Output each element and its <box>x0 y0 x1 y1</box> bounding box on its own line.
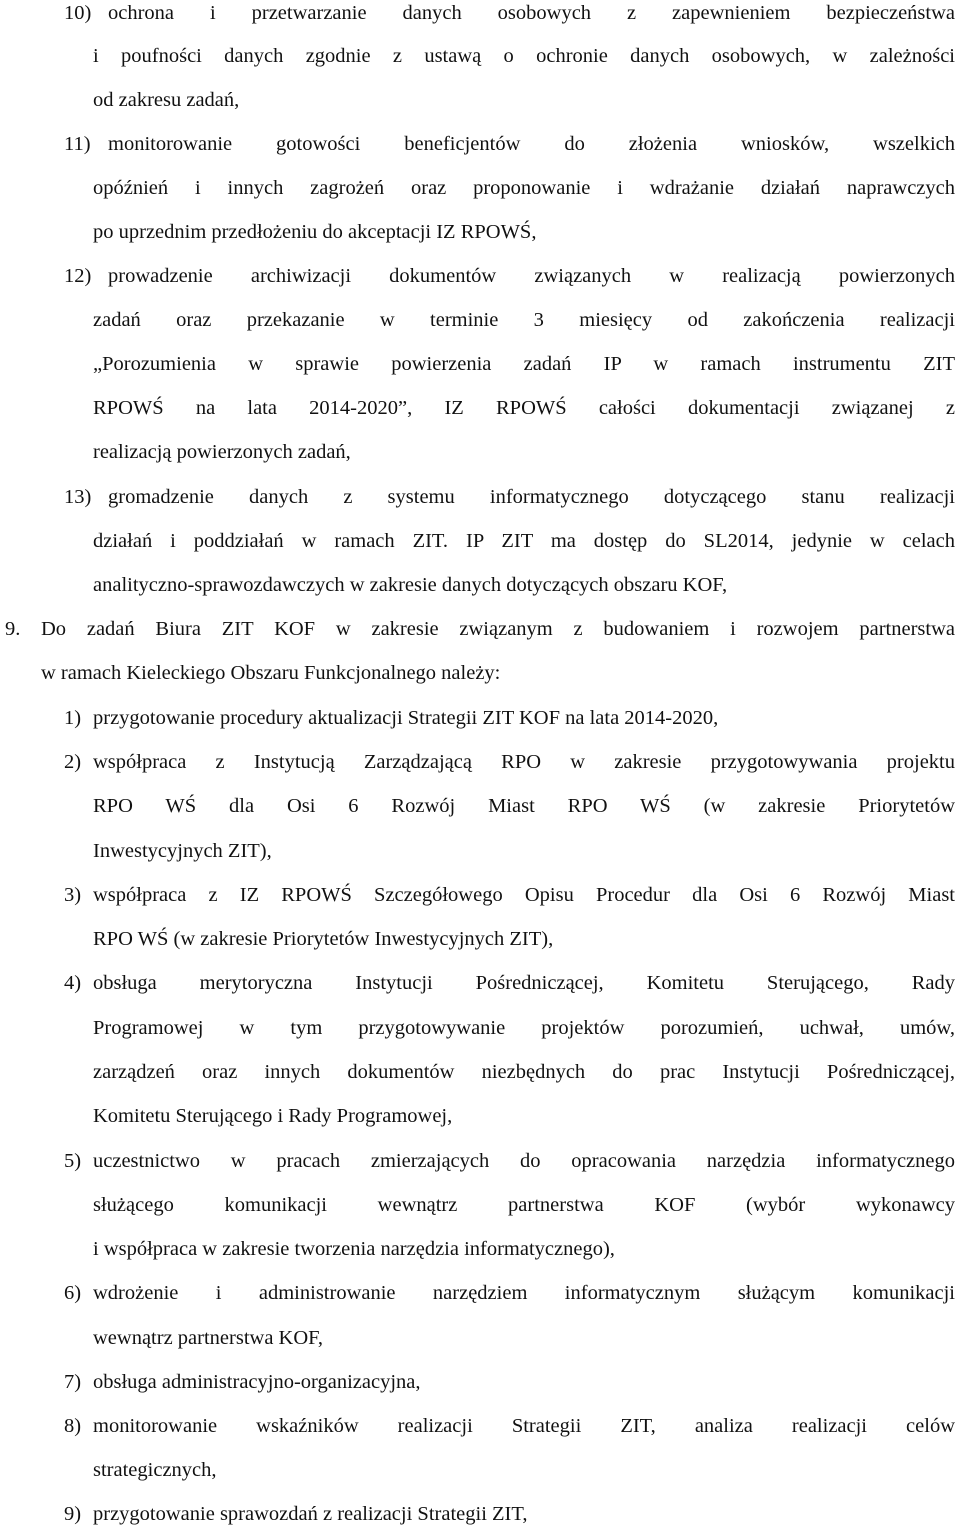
text-line: zadań oraz przekazanie w terminie 3 miesięcy od zakończenia realizacji <box>93 309 955 331</box>
text-line: Do zadań Biura ZIT KOF w zakresie związanym z budowaniem i rozwojem partnerstwa <box>41 618 955 640</box>
text-line: strategicznych, <box>93 1459 217 1481</box>
text-line: współpraca z Instytucją Zarządzającą RPO w zakresie przygotowywania projektu <box>93 751 955 773</box>
text-line: monitorowanie wskaźników realizacji Strategii ZIT, analiza realizacji celów <box>93 1415 955 1437</box>
item-number: 9) <box>64 1503 82 1525</box>
text-line: przygotowanie procedury aktualizacji Strategii ZIT KOF na lata 2014-2020, <box>93 707 719 729</box>
text-line: służącego komunikacji wewnątrz partnerstwa KOF (wybór wykonawcy <box>93 1194 955 1216</box>
text-line: wewnątrz partnerstwa KOF, <box>93 1327 324 1349</box>
text-line: obsługa administracyjno-organizacyjna, <box>93 1371 421 1393</box>
item-number: 13) <box>64 486 92 508</box>
item-number: 1) <box>64 707 82 729</box>
text-line: RPO WŚ (w zakresie Priorytetów Inwestycyjnych ZIT), <box>93 928 554 950</box>
text-line: wdrożenie i administrowanie narzędziem informatycznym służącym komunikacji <box>93 1282 955 1304</box>
item-number: 12) <box>64 265 92 287</box>
item-number: 6) <box>64 1282 82 1304</box>
text-line: zarządzeń oraz innych dokumentów niezbędnych do prac Instytucji Pośredniczącej, <box>93 1061 955 1083</box>
text-line: od zakresu zadań, <box>93 89 240 111</box>
section-number: 9. <box>5 618 21 640</box>
text-line: i współpraca w zakresie tworzenia narzędzia informatycznego), <box>93 1238 615 1260</box>
text-line: gromadzenie danych z systemu informatycznego dotyczącego stanu realizacji <box>108 486 955 508</box>
item-number: 3) <box>64 884 82 906</box>
text-line: po uprzednim przedłożeniu do akceptacji IZ RPOWŚ, <box>93 221 537 243</box>
text-line: Inwestycyjnych ZIT), <box>93 840 272 862</box>
text-line: działań i poddziałań w ramach ZIT. IP ZIT ma dostęp do SL2014, jedynie w celach <box>93 530 955 552</box>
text-line: opóźnień i innych zagrożeń oraz proponowanie i wdrażanie działań naprawczych <box>93 177 955 199</box>
text-line: Komitetu Sterującego i Rady Programowej, <box>93 1105 453 1127</box>
text-line: i poufności danych zgodnie z ustawą o ochronie danych osobowych, w zależności <box>93 45 955 67</box>
text-line: analityczno-sprawozdawczych w zakresie danych dotyczących obszaru KOF, <box>93 574 728 596</box>
item-number: 10) <box>64 2 92 24</box>
item-number: 5) <box>64 1150 82 1172</box>
text-line: ochrona i przetwarzanie danych osobowych z zapewnieniem bezpieczeństwa <box>108 2 955 24</box>
text-line: realizacją powierzonych zadań, <box>93 441 351 463</box>
item-number: 4) <box>64 972 82 994</box>
item-number: 7) <box>64 1371 82 1393</box>
text-line: prowadzenie archiwizacji dokumentów związanych w realizacją powierzonych <box>108 265 955 287</box>
text-line: monitorowanie gotowości beneficjentów do złożenia wniosków, wszelkich <box>108 133 955 155</box>
item-number: 8) <box>64 1415 82 1437</box>
item-number: 2) <box>64 751 82 773</box>
text-line: współpraca z IZ RPOWŚ Szczegółowego Opisu Procedur dla Osi 6 Rozwój Miast <box>93 884 955 906</box>
text-line: przygotowanie sprawozdań z realizacji Strategii ZIT, <box>93 1503 528 1525</box>
text-line: obsługa merytoryczna Instytucji Pośredniczącej, Komitetu Sterującego, Rady <box>93 972 955 994</box>
text-line: „Porozumienia w sprawie powierzenia zadań IP w ramach instrumentu ZIT <box>93 353 955 375</box>
text-line: RPO WŚ dla Osi 6 Rozwój Miast RPO WŚ (w zakresie Priorytetów <box>93 795 955 817</box>
text-line: w ramach Kieleckiego Obszaru Funkcjonalnego należy: <box>41 662 501 684</box>
item-number: 11) <box>64 133 91 155</box>
text-line: uczestnictwo w pracach zmierzających do opracowania narzędzia informatycznego <box>93 1150 955 1172</box>
text-line: Programowej w tym przygotowywanie projektów porozumień, uchwał, umów, <box>93 1017 955 1039</box>
text-line: RPOWŚ na lata 2014-2020”, IZ RPOWŚ całości dokumentacji związanej z <box>93 397 955 419</box>
